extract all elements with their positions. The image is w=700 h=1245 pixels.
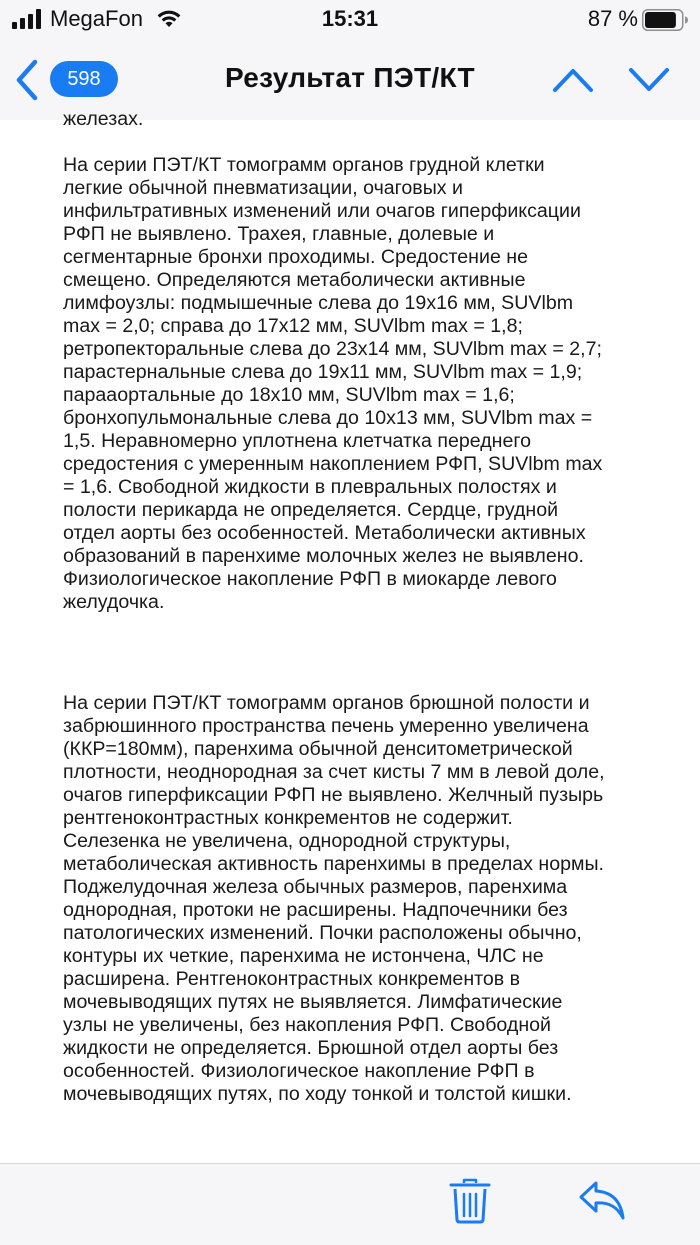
status-time: 15:31	[321, 6, 379, 31]
text-line: метаболическая активность паренхимы в пределах нормы.	[63, 853, 604, 875]
battery-icon	[642, 9, 688, 31]
text-line: очагов гиперфиксации РФП не выявлено. Желчный пузырь	[63, 784, 604, 806]
text-line: РФП не выявлено. Трахея, главные, долевые и	[63, 223, 495, 245]
text-line: полости перикарда не определяется. Сердце, грудной	[63, 499, 559, 521]
text-line: узлы не увеличены, без накопления РФП. Свободной	[63, 1014, 551, 1036]
trash-icon[interactable]	[449, 1178, 491, 1224]
bottom-toolbar	[0, 1163, 700, 1245]
text-line: желудочка.	[63, 591, 165, 613]
text-line: средостения с умеренным накоплением РФП, SUVlbm max	[63, 453, 603, 475]
text-line: лимфоузлы: подмышечные слева до 19х16 мм, SUVlbm	[63, 292, 574, 314]
back-button-unread-count[interactable]: 598	[50, 61, 118, 97]
reply-icon[interactable]	[578, 1180, 626, 1222]
text-line: образований в паренхиме молочных желез не выявлено.	[63, 545, 584, 567]
text-line: 1,5. Неравномерно уплотнена клетчатка переднего	[63, 430, 531, 452]
text-line: рентгеноконтрастных конкрементов не содержит.	[63, 807, 513, 829]
status-bar	[0, 0, 700, 40]
text-line: парааортальные до 18х10 мм, SUVlbm max = 1,6;	[63, 384, 515, 406]
text-line: расширена. Рентгеноконтрастных конкрементов в	[63, 968, 521, 990]
text-line: (ККР=180мм), паренхима обычной денситометрической	[63, 738, 573, 760]
text-line: жидкости не определяется. Брюшной отдел аорты без	[63, 1037, 559, 1059]
carrier-name: MegaFon	[50, 6, 143, 31]
clipped-previous-line: железах.	[63, 108, 144, 130]
text-line: отдел аорты без особенностей. Метаболически активных	[63, 522, 586, 544]
text-line: ретропекторальные слева до 23х14 мм, SUVlbm max = 2,7;	[63, 338, 602, 360]
text-line: Физиологическое накопление РФП в миокарде левого	[63, 568, 557, 590]
text-line: инфильтративных изменений или очагов гиперфиксации	[63, 200, 581, 222]
text-line: На серии ПЭТ/КТ томограмм органов брюшной полости и	[63, 692, 590, 714]
text-line: = 1,6. Свободной жидкости в плевральных полостях и	[63, 476, 557, 498]
text-line: патологических изменений. Почки расположены обычно,	[63, 922, 582, 944]
message-body[interactable]	[0, 108, 700, 1163]
battery-percentage: 87 %	[587, 6, 638, 31]
text-line: На серии ПЭТ/КТ томограмм органов грудной клетки	[63, 154, 545, 176]
text-line: смещено. Определяются метаболически активные	[63, 269, 526, 291]
text-line: плотности, неоднородная за счет кисты 7 мм в левой доле,	[63, 761, 605, 783]
text-line: контуры их четкие, паренхима не истончена, ЧЛС не	[63, 945, 544, 967]
text-line: max = 2,0; справа до 17х12 мм, SUVlbm max = 1,8;	[63, 315, 523, 337]
text-line: мочевыводящих путях не выявляется. Лимфатические	[63, 991, 563, 1013]
text-line: парастернальные слева до 19х11 мм, SUVlbm max = 1,9;	[63, 361, 583, 383]
text-line: мочевыводящих путях, по ходу тонкой и толстой кишки.	[63, 1083, 572, 1105]
previous-message-chevron-up-icon[interactable]	[552, 64, 594, 96]
paragraph-chest-findings	[63, 154, 693, 614]
text-line: особенностей. Физиологическое накопление РФП в	[63, 1060, 535, 1082]
text-line: Поджелудочная железа обычных размеров, паренхима	[63, 876, 568, 898]
text-line: однородная, протоки не расширены. Надпочечники без	[63, 899, 568, 921]
text-line: легкие обычной пневматизации, очаговых и	[63, 177, 463, 199]
page-title: Результат ПЭТ/КТ	[225, 62, 475, 93]
text-line: бронхопульмональные слева до 10х13 мм, SUVlbm max =	[63, 407, 593, 429]
text-line: забрюшинного пространства печень умеренно увеличена	[63, 715, 589, 737]
next-message-chevron-down-icon[interactable]	[628, 64, 670, 96]
text-line: сегментарные бронхи проходимы. Средостение не	[63, 246, 529, 268]
paragraph-abdomen-findings	[63, 692, 693, 1106]
text-line: Селезенка не увеличена, однородной структуры,	[63, 830, 511, 852]
